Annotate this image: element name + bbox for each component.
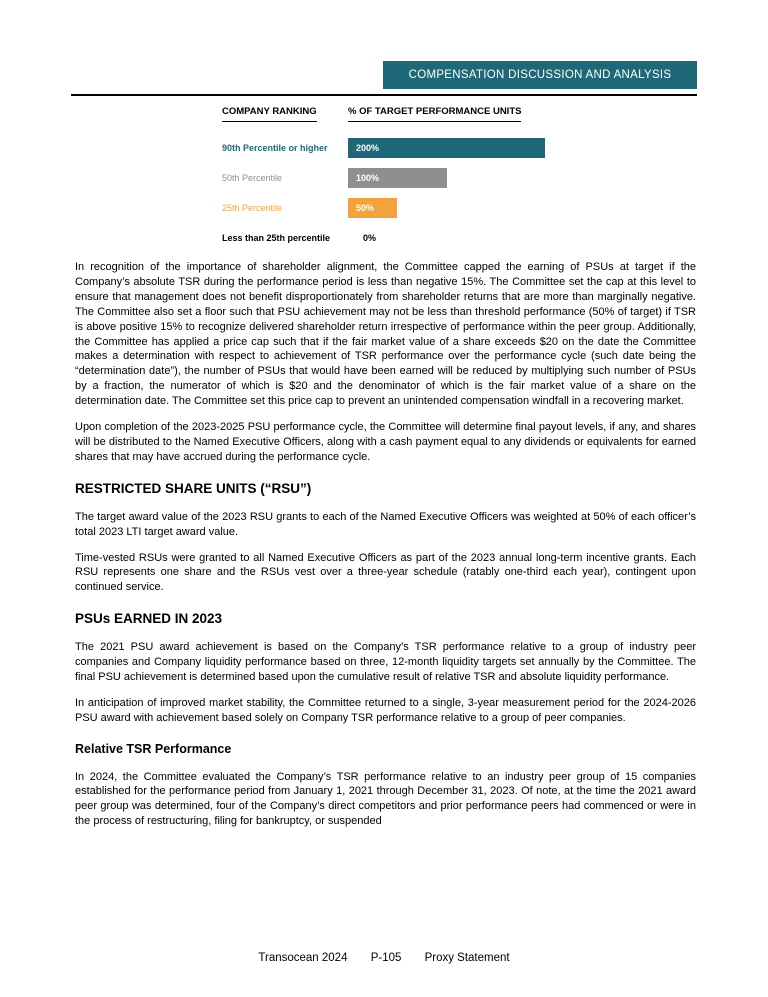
header-rule — [71, 94, 697, 96]
chart-bar-value: 100% — [356, 173, 380, 183]
body-text — [75, 260, 696, 840]
footer-company: Transocean 2024 — [258, 952, 348, 964]
chart-rows — [222, 138, 552, 248]
chart-header-company-ranking: COMPANY RANKING — [222, 106, 317, 122]
psu-payout-scale-chart — [222, 101, 552, 258]
paragraph-psu-2021-award: The 2021 PSU award achievement is based on the Company’s TSR performance relative to a group of industry peer companies and Company liquidity performance based on three, 12-month liquidity targets set annually by the Committee. The final PSU achievement is determined based upon the cumulative result of relative TSR and absolute liquidity performance. — [75, 641, 696, 683]
chart-header-target-units: % OF TARGET PERFORMANCE UNITS — [348, 106, 521, 122]
paragraph-rsu-target: The target award value of the 2023 RSU grants to each of the Named Executive Officers was weighted at 50% of each officer’s total 2023 LTI target award value. — [75, 510, 696, 538]
chart-bar-track — [348, 168, 545, 188]
chart-bar-track — [348, 138, 545, 158]
paragraph-psu-2024-award: In anticipation of improved market stability, the Committee returned to a single, 3-year measurement period for the 2024-2026 PSU award with achievement based solely on Company TSR performance relative to a group of peer companies. — [75, 696, 696, 724]
chart-bar-track — [348, 228, 545, 248]
footer-doc-type: Proxy Statement — [424, 952, 510, 964]
chart-row — [222, 228, 552, 248]
chart-row — [222, 168, 552, 188]
heading-relative-tsr: Relative TSR Performance — [75, 741, 232, 756]
paragraph-rsu-vesting: Time-vested RSUs were granted to all Named Executive Officers as part of the 2023 annual long-term incentive grants. Each RSU represents one share and the RSUs vest over a three-year schedule (ratably one-third each year), contingent upon continued service. — [75, 551, 696, 594]
chart-bar-value: 50% — [356, 203, 375, 213]
page-footer — [0, 952, 768, 964]
section-banner: COMPENSATION DISCUSSION AND ANALYSIS — [383, 61, 697, 89]
chart-row — [222, 138, 552, 158]
chart-row — [222, 198, 552, 218]
chart-row-label: Less than 25th percentile — [222, 232, 331, 243]
heading-restricted-share-units: RESTRICTED SHARE UNITS (“RSU”) — [75, 480, 312, 496]
chart-row-label: 50th Percentile — [222, 172, 283, 183]
paragraph-psu-completion: Upon completion of the 2023-2025 PSU performance cycle, the Committee will determine final payout levels, if any, and shares will be distributed to the Named Executive Officers, along with a cash payment equal to any dividends or equivalents for earned shares that may have accrued during the performance cycle. — [75, 421, 696, 463]
chart-headers — [222, 101, 552, 122]
chart-bar — [348, 198, 397, 218]
chart-row-label: 25th Percentile — [222, 202, 283, 213]
chart-bar — [348, 228, 545, 248]
footer-page-number: P-105 — [370, 952, 402, 964]
chart-bar-track — [348, 198, 545, 218]
paragraph-psu-cap: In recognition of the importance of shareholder alignment, the Committee capped the earning of PSUs at target if the Company’s absolute TSR during the performance period is less than negative 15%. The Committee set the cap at this level to ensure that management does not benefit disproportionately from shareholder returns that are more than marginally negative. The Committee also set a floor such that PSU achievement may not be less than threshold performance (50% of target) if TSR is above positive 15% to recognize delivered shareholder return irrespective of performance within the peer group. Additionally, the Committee has applied a price cap such that if the fair market value of a share exceeds $20 on the date the Committee makes a determination with respect to achievement of TSR performance over the performance cycle (such date being the “determination date”), the number of PSUs that would have been earned will be reduced by multiplying such number of PSUs by a fraction, the numerator of which is $20 and the denominator of which is the fair market value of a share on the determination date. The Committee set this price cap to prevent an unintended compensation windfall in a recovering market. — [75, 261, 696, 408]
chart-ranking-column-header — [222, 101, 348, 122]
chart-row-label: 90th Percentile or higher — [222, 142, 328, 153]
chart-bar-value: 0% — [363, 233, 377, 243]
paragraph-tsr-evaluation: In 2024, the Committee evaluated the Company’s TSR performance relative to an industry peer group of 15 companies established for the performance period from January 1, 2021 through December 31, 2023. Of note, at the time the 2021 award peer group was determined, four of the Company’s direct competitors and prior performance peers had commenced or were in the process of restructuring, filing for bankruptcy, or suspended — [75, 770, 696, 828]
chart-bar — [348, 138, 545, 158]
heading-psus-earned: PSUs EARNED IN 2023 — [75, 611, 223, 627]
chart-units-column-header — [348, 101, 545, 122]
chart-bar-value: 200% — [356, 143, 380, 153]
chart-bar — [348, 168, 447, 188]
